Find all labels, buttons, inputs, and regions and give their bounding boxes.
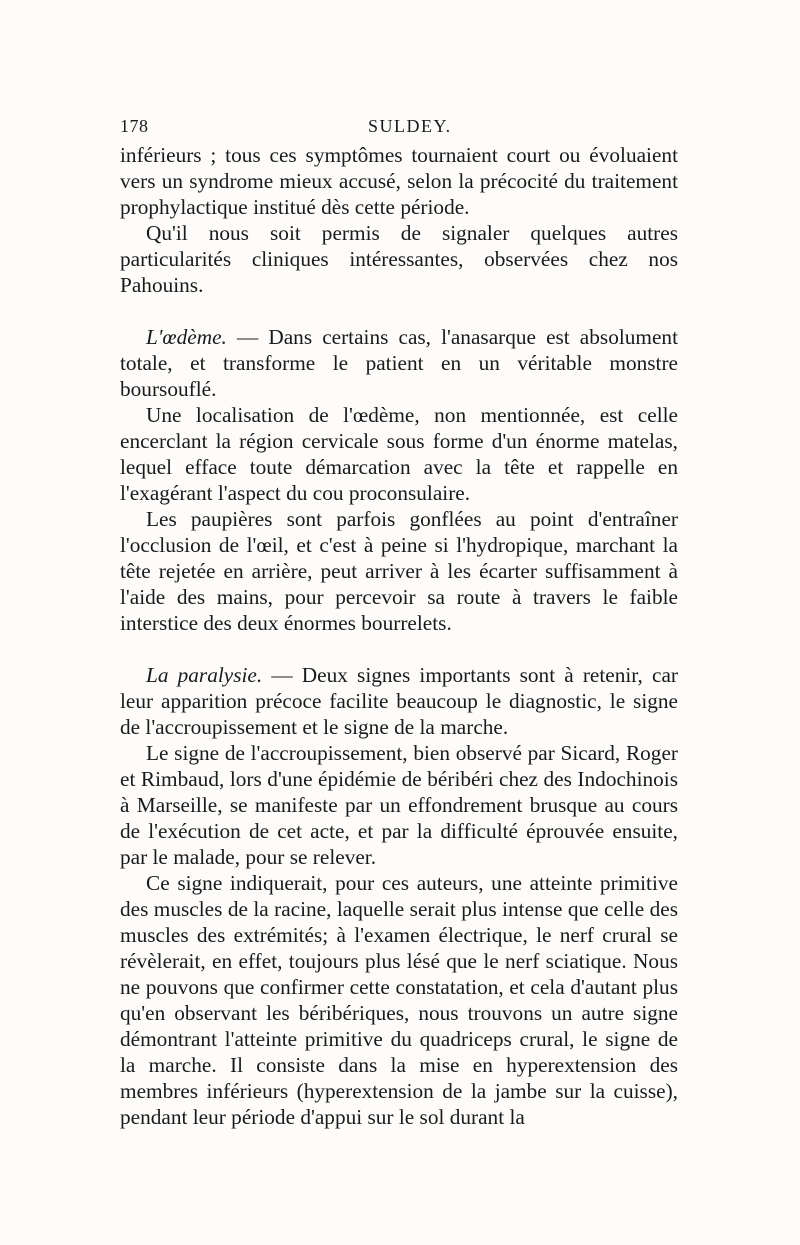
paragraph-squatting-sign bbox=[120, 740, 678, 870]
paragraph-text: inférieurs ; tous ces symptômes tournaient court ou évoluaient vers un syndrome mieux accusé, selon la précocité du traitement prophylactique institué dès cette période. bbox=[120, 143, 678, 219]
paragraph-text: — Deux signes importants sont à retenir, car leur apparition précoce facilite beaucoup le diagnostic, le signe de l'accroupissement et le signe de la marche. bbox=[120, 663, 679, 739]
paragraph-symptoms-continued bbox=[120, 142, 678, 220]
paragraph-text: Les paupières sont parfois gonflées au point d'entraîner l'occlusion de l'œil, et c'est à peine si l'hydropique, marchant la tête rejetée en arrière, peut arriver à les écarter suffisamment à l'aide des mains, pour percevoir sa route à travers le faible interstice des deux énormes bourrelets. bbox=[120, 507, 678, 635]
paragraph-oedema-intro bbox=[120, 324, 678, 402]
page-number: 178 bbox=[120, 116, 149, 136]
paragraph-text: Qu'il nous soit permis de signaler quelques autres particularités cliniques intéressantes, observées chez nos Pahouins. bbox=[120, 221, 678, 297]
paragraph-paralysis-intro bbox=[120, 662, 678, 740]
book-page bbox=[120, 112, 678, 1130]
paragraph-text: — Dans certains cas, l'anasarque est absolument totale, et transforme le patient en un véritable monstre boursouflé. bbox=[120, 325, 678, 401]
paragraph-text: Le signe de l'accroupissement, bien observé par Sicard, Roger et Rimbaud, lors d'une épidémie de béribéri chez des Indochinois à Marseille, se manifeste par un effondrement brusque au cours de l'exécution de cet acte, et par la difficulté éprouvée ensuite, par le malade, pour se relever. bbox=[120, 741, 678, 869]
paragraph-walking-sign bbox=[120, 870, 678, 1130]
running-head bbox=[120, 112, 678, 142]
body-text bbox=[120, 142, 678, 1130]
paragraph-text: Ce signe indiquerait, pour ces auteurs, une atteinte primitive des muscles de la racine, laquelle serait plus intense que celle des muscles des extrémités; à l'examen électrique, le nerf crural se révèlerait, en effet, toujours plus lésé que le nerf sciatique. Nous ne pouvons que confirmer cette constatation, et cela d'autant plus qu'en observant les béribériques, nous trouvons un autre signe démontrant l'atteinte primitive du quadriceps crural, le signe de la marche. Il consiste dans la mise en hyperextension des membres inférieurs (hyperextension de la jambe sur la cuisse), pendant leur période d'appui sur le sol durant la bbox=[120, 871, 678, 1129]
paragraph-clinical-particularities bbox=[120, 220, 678, 298]
running-title: SULDEY. bbox=[368, 116, 452, 136]
paragraph-oedema-eyelids bbox=[120, 506, 678, 636]
paragraph-text: Une localisation de l'œdème, non mentionnée, est celle encerclant la région cervicale sous forme d'un énorme matelas, lequel efface toute démarcation avec la tête et rappelle en l'exagérant l'aspect du cou proconsulaire. bbox=[120, 403, 678, 505]
section-heading-oedema: L'œdème. bbox=[146, 325, 227, 349]
section-heading-paralysis: La paralysie. bbox=[146, 663, 263, 687]
paragraph-oedema-cervical bbox=[120, 402, 678, 506]
